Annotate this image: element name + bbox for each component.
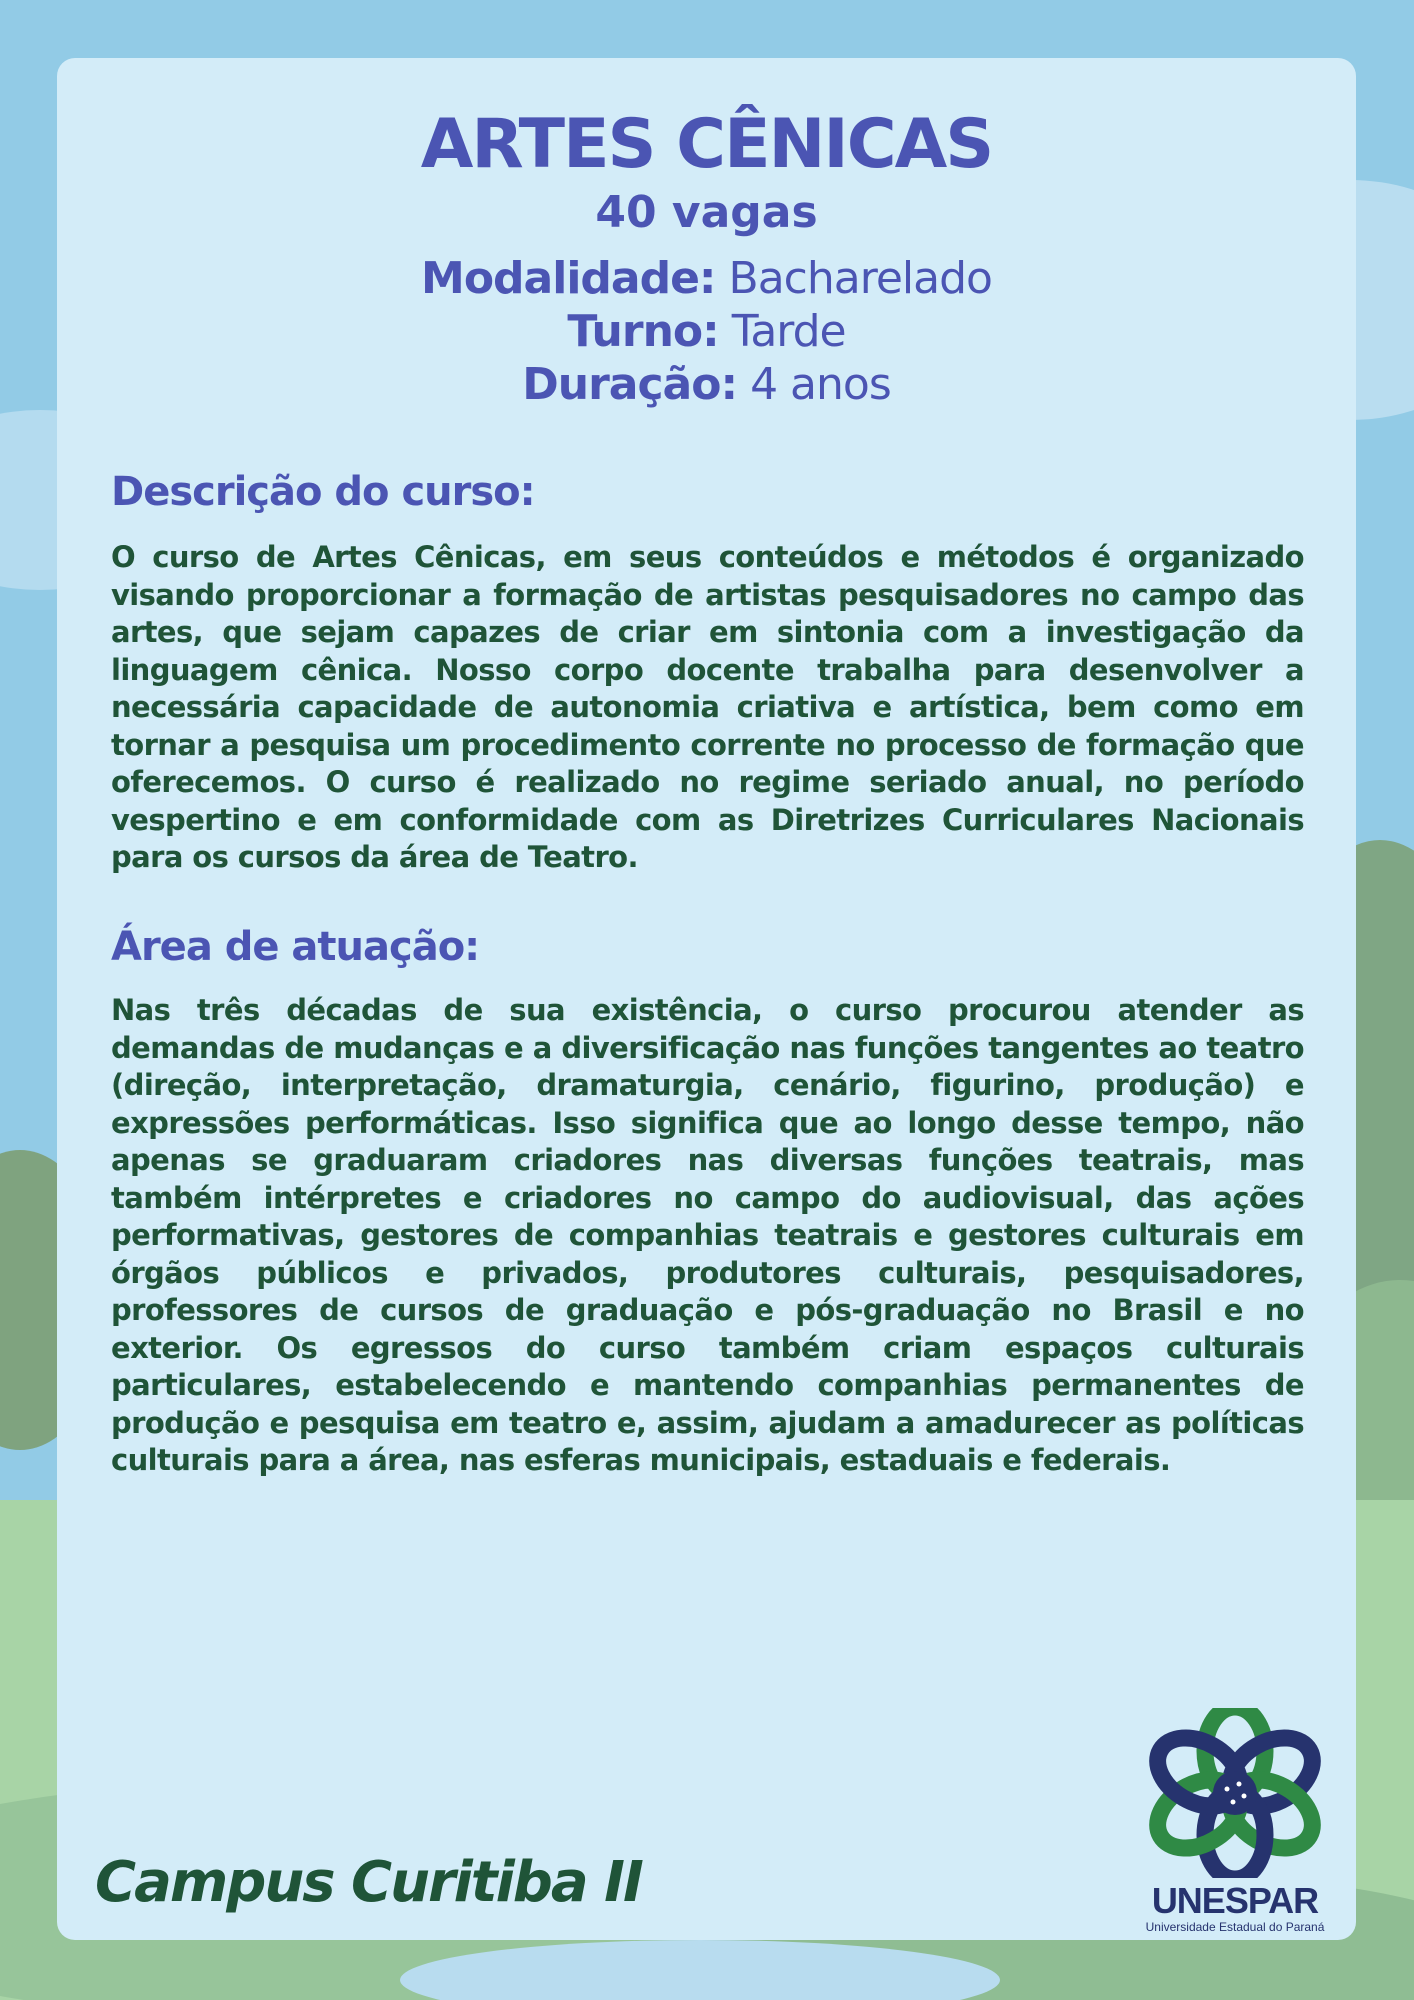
description-heading: Descrição do curso: [111, 469, 535, 515]
course-card [57, 58, 1356, 1940]
info-turno [57, 308, 1356, 356]
info-label: Duração: [522, 359, 738, 410]
logo-subtitle: Universidade Estadual do Paraná [1145, 1920, 1325, 1934]
info-modalidade [57, 255, 1356, 303]
area-heading: Área de atuação: [111, 924, 480, 970]
logo-wordmark: UNESPAR [1151, 1880, 1319, 1921]
course-title: ARTES CÊNICAS [420, 105, 993, 184]
unespar-logo [1135, 1708, 1335, 1934]
description-text: O curso de Artes Cênicas, em seus conteúdos e métodos é organizado visando proporcionar a formação de artistas pesquisadores no campo das artes, que sejam capazes de criar em sintonia com a investigação da linguagem cênica. Nosso corpo docente trabalha para desenvolver a necessária capacidade de autonomia criativa e artística, bem como em tornar a pesquisa um procedimento corrente no processo de formação que oferecemos. O curso é realizado no regime seriado anual, no período vespertino e em conformidade com as Diretrizes Curriculares Nacionais para os cursos da área de Teatro. [111, 540, 1304, 874]
info-duracao [57, 361, 1356, 409]
info-value: 4 anos [750, 359, 891, 410]
campus-name: Campus Curitiba II [95, 1850, 642, 1915]
info-label: Modalidade: [421, 253, 716, 304]
vacancies: 40 vagas [595, 187, 818, 238]
info-value: Tarde [731, 306, 846, 357]
unespar-emblem-icon [1135, 1708, 1335, 1878]
area-text: Nas três décadas de sua existência, o curso procurou atender as demandas de mudanças e a diversificação nas funções tangentes ao teatro (direção, interpretação, dramaturgia, cenário, figurino, produção) e expressões performáticas. Isso significa que ao longo desse tempo, não apenas se graduaram criadores nas diversas funções teatrais, mas também intérpretes e criadores no campo do audiovisual, das ações performativas, gestores de companhias teatrais e gestores culturais em órgãos públicos e privados, produtores culturais, pesquisadores, professores de cursos de graduação e pós-graduação no Brasil e no exterior. Os egressos do curso também criam espaços culturais particulares, estabelecendo e mantendo companhias permanentes de produção e pesquisa em teatro e, assim, ajudam a amadurecer as políticas culturais para a área, nas esferas municipais, estaduais e federais. [111, 993, 1304, 1477]
info-value: Bacharelado [728, 253, 992, 304]
info-label: Turno: [567, 306, 719, 357]
